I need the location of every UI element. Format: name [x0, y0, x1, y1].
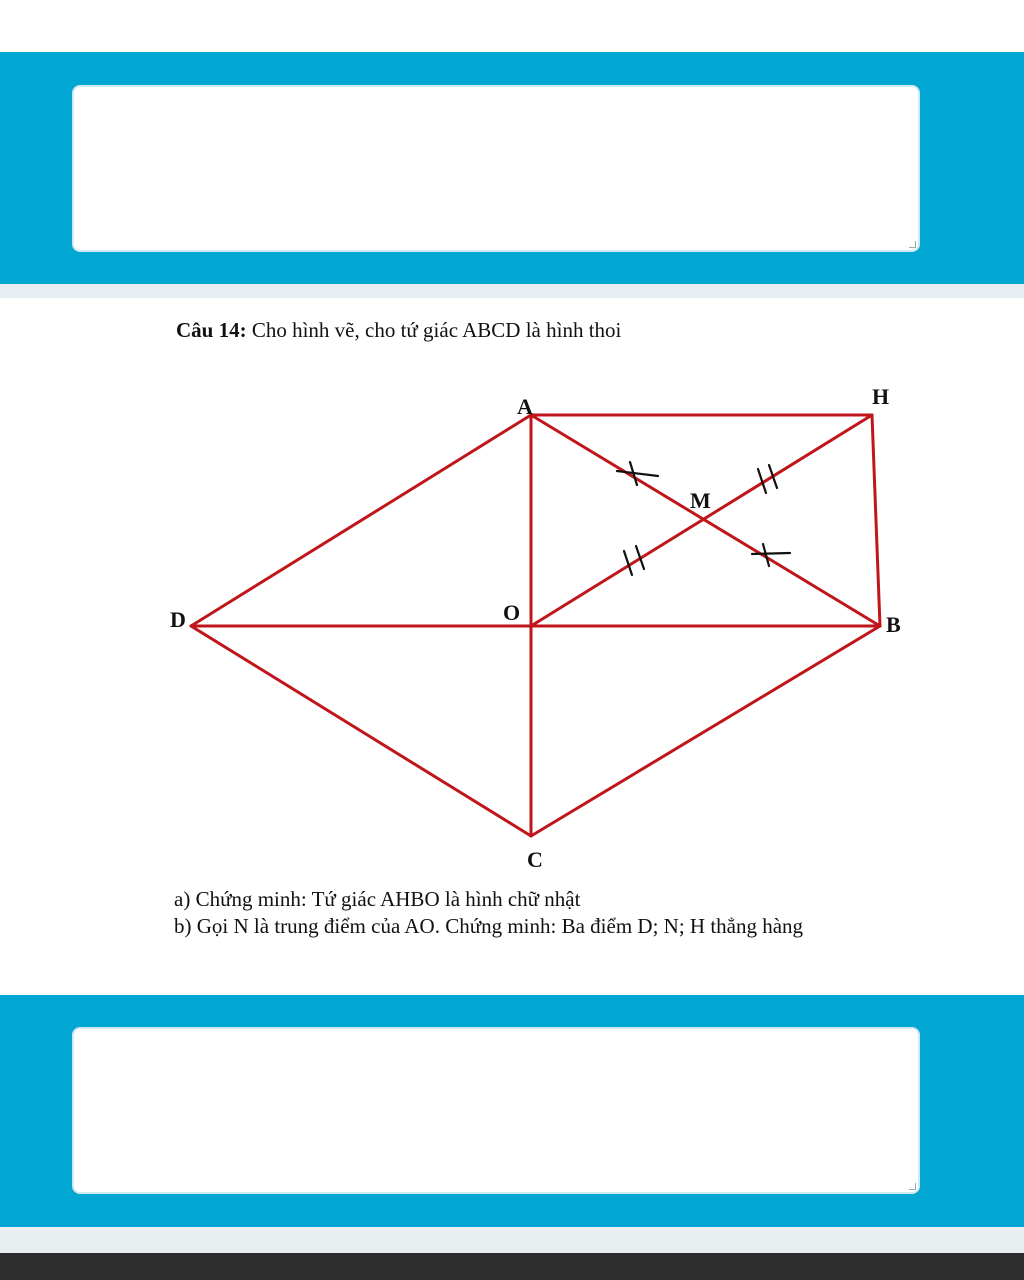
bottom-answer-band [0, 995, 1024, 1227]
segment-HB [872, 415, 880, 626]
footer-bar [0, 1253, 1024, 1280]
label-M: M [690, 488, 711, 513]
resize-grip-icon[interactable] [909, 241, 916, 248]
label-C: C [527, 847, 543, 872]
divider-strip [0, 284, 1024, 298]
question-number: Câu 14: [176, 318, 247, 342]
tick-AM-2 [617, 471, 658, 476]
question-text [176, 318, 621, 343]
part-b-text: b) Gọi N là trung điểm của AO. Chứng minh: Ba điểm D; N; H thẳng hàng [174, 914, 804, 938]
label-D: D [170, 607, 186, 632]
segment-CD [191, 626, 531, 836]
label-A: A [517, 394, 533, 419]
rhombus-diagram [0, 380, 1024, 880]
top-answer-band [0, 52, 1024, 284]
bottom-divider-strip [0, 1227, 1024, 1253]
resize-grip-icon[interactable] [909, 1183, 916, 1190]
tick-MB [752, 553, 790, 554]
top-answer-box[interactable] [72, 85, 920, 252]
part-a-text: a) Chứng minh: Tứ giác AHBO là hình chữ nhật [174, 887, 581, 911]
segment-BC [531, 626, 880, 836]
label-O: O [503, 600, 521, 625]
question-body: Cho hình vẽ, cho tứ giác ABCD là hình thoi [246, 318, 622, 342]
label-H: H [872, 384, 890, 409]
bottom-answer-box[interactable] [72, 1027, 920, 1194]
segment-AB-side-DA [191, 415, 531, 626]
geometry-figure [0, 380, 1024, 880]
label-B: B [886, 612, 901, 637]
